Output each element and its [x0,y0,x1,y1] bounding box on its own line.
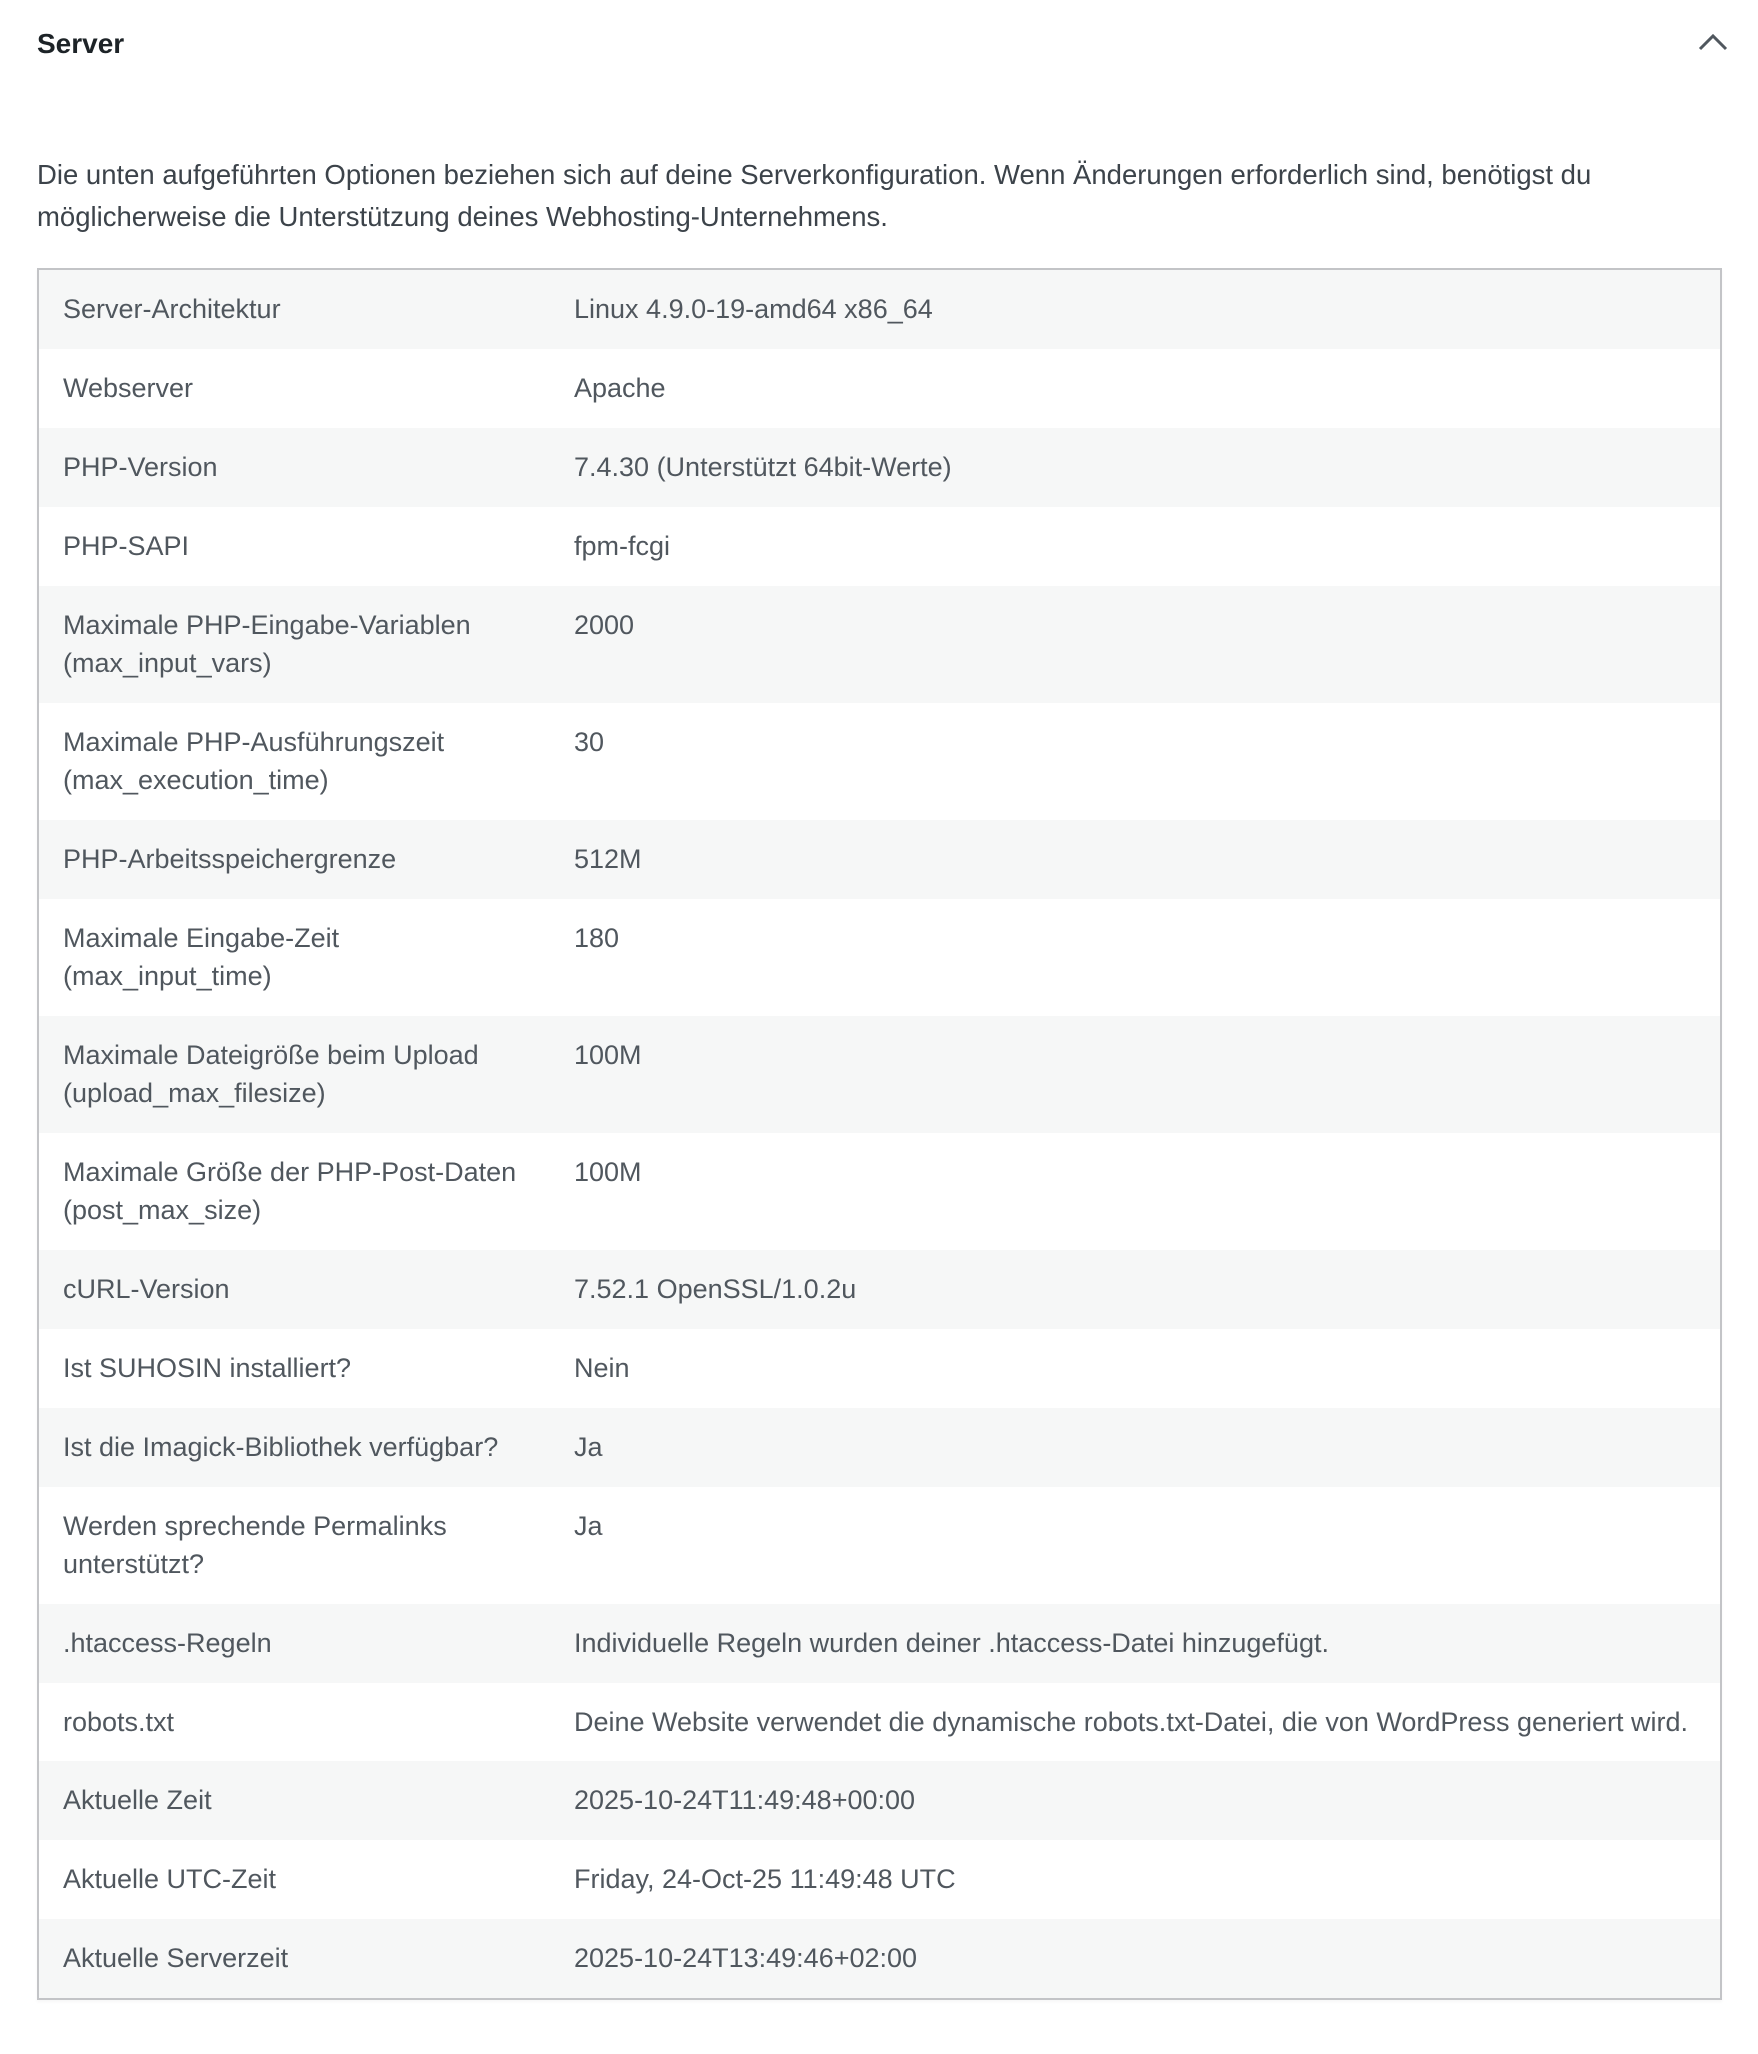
row-value: 180 [568,899,1721,1016]
section-title: Server [37,28,125,59]
row-label: Maximale Eingabe-Zeit (max_input_time) [38,899,568,1016]
row-label: robots.txt [38,1683,568,1761]
table-row [38,1133,1721,1250]
row-label: Aktuelle Zeit [38,1761,568,1840]
table-row [38,586,1721,703]
table-row [38,1919,1721,1999]
row-label: cURL-Version [38,1250,568,1329]
row-label: PHP-SAPI [38,507,568,586]
row-label: Ist SUHOSIN installiert? [38,1329,568,1408]
row-value: Deine Website verwendet die dynamische robots.txt-Datei, die von WordPress generiert wird. [568,1683,1721,1761]
section-header[interactable] [37,0,1727,92]
row-value: 100M [568,1133,1721,1250]
row-label: Werden sprechende Permalinks unterstützt? [38,1487,568,1604]
table-row [38,703,1721,820]
section-toggle-button[interactable] [1689,22,1737,62]
server-info-table-body [38,269,1721,1999]
table-row [38,1840,1721,1919]
table-row [38,1683,1721,1761]
table-row [38,899,1721,1016]
row-label: Server-Architektur [38,269,568,349]
table-row [38,269,1721,349]
row-label: PHP-Version [38,428,568,507]
row-value: Nein [568,1329,1721,1408]
server-info-table [37,268,1722,2000]
row-value: Individuelle Regeln wurden deiner .htaccess-Datei hinzugefügt. [568,1604,1721,1683]
row-value: fpm-fcgi [568,507,1721,586]
row-label: Maximale Größe der PHP-Post-Daten (post_max_size) [38,1133,568,1250]
table-row [38,1250,1721,1329]
table-row [38,428,1721,507]
row-label: .htaccess-Regeln [38,1604,568,1683]
row-value: Ja [568,1408,1721,1487]
row-value: 2025-10-24T13:49:46+02:00 [568,1919,1721,1999]
row-label: Webserver [38,349,568,428]
table-row [38,507,1721,586]
chevron-up-icon [1698,32,1728,52]
table-row [38,1604,1721,1683]
table-row [38,1487,1721,1604]
row-value: 2000 [568,586,1721,703]
row-value: 30 [568,703,1721,820]
table-row [38,1329,1721,1408]
row-value: 7.52.1 OpenSSL/1.0.2u [568,1250,1721,1329]
row-value: Apache [568,349,1721,428]
table-row [38,1761,1721,1840]
row-label: Aktuelle Serverzeit [38,1919,568,1999]
table-row [38,820,1721,899]
row-label: Maximale Dateigröße beim Upload (upload_max_filesize) [38,1016,568,1133]
table-row [38,1016,1721,1133]
row-value: 2025-10-24T11:49:48+00:00 [568,1761,1721,1840]
row-label: Aktuelle UTC-Zeit [38,1840,568,1919]
section-description: Die unten aufgeführten Optionen beziehen sich auf deine Serverkonfiguration. Wenn Änderungen erforderlich sind, benötigst du möglicherweise die Unterstützung deines Webhosting-Unternehmens. [37,159,1592,232]
row-value: Friday, 24-Oct-25 11:49:48 UTC [568,1840,1721,1919]
row-label: Maximale PHP-Ausführungszeit (max_execution_time) [38,703,568,820]
table-row [38,349,1721,428]
row-label: Ist die Imagick-Bibliothek verfügbar? [38,1408,568,1487]
table-row [38,1408,1721,1487]
row-value: 512M [568,820,1721,899]
row-value: Linux 4.9.0-19-amd64 x86_64 [568,269,1721,349]
row-value: Ja [568,1487,1721,1604]
row-label: PHP-Arbeitsspeichergrenze [38,820,568,899]
row-value: 100M [568,1016,1721,1133]
row-label: Maximale PHP-Eingabe-Variablen (max_input_vars) [38,586,568,703]
row-value: 7.4.30 (Unterstützt 64bit-Werte) [568,428,1721,507]
